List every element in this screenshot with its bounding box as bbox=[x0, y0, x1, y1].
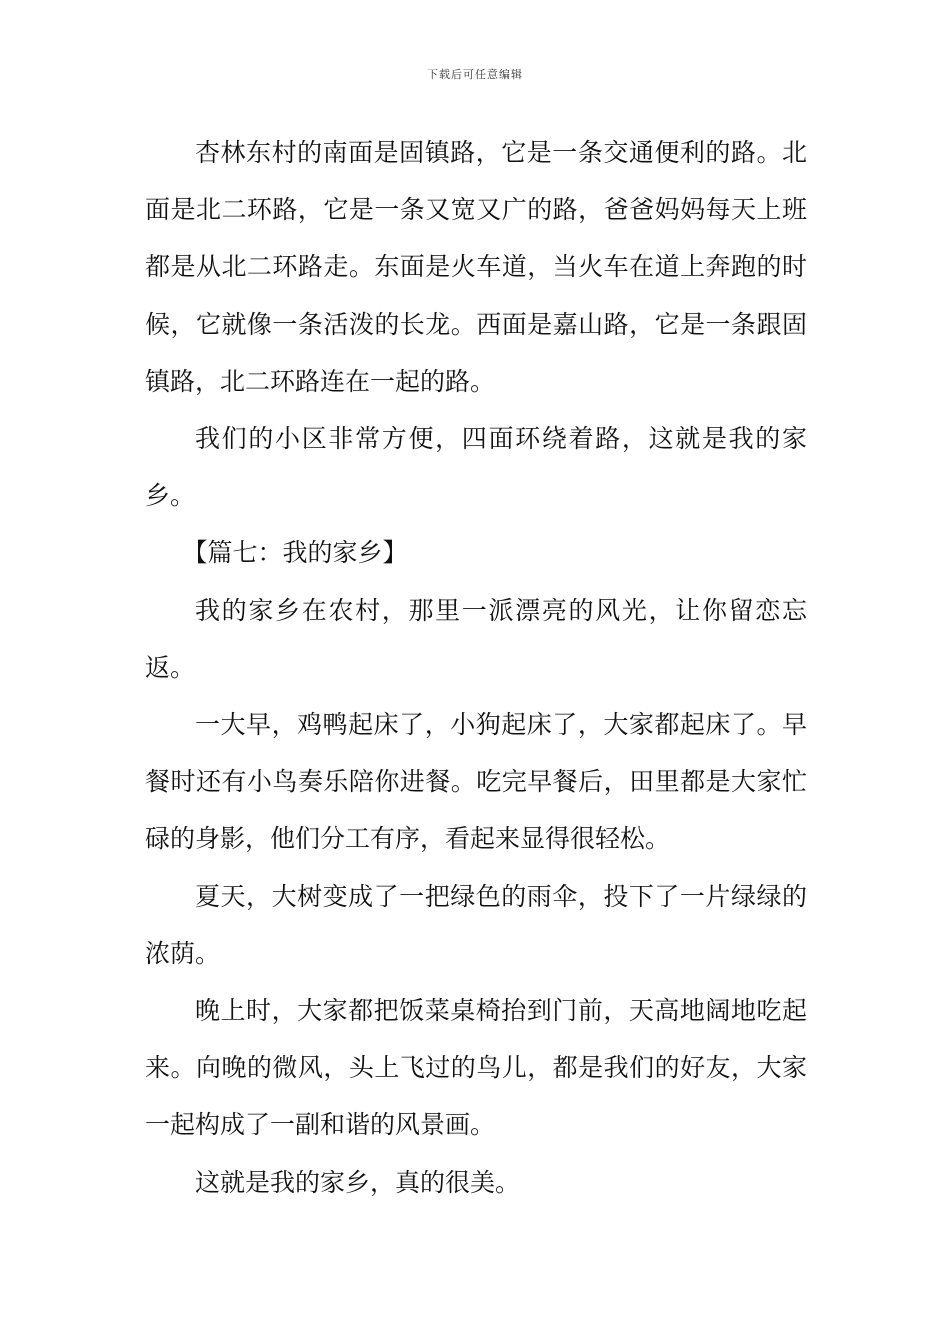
section-heading: 【篇七：我的家乡】 bbox=[182, 538, 408, 568]
page-header-note: 下载后可任意编辑 bbox=[427, 68, 523, 81]
paragraph-roads: 杏林东村的南面是固镇路，它是一条交通便利的路。北面是北二环路，它是一条又宽又广的路，爸爸妈妈每天上班都是从北二环路走。东面是火车道，当火车在道上奔跑的时候，它就像一条活泼的长龙。西面是嘉山路，它是一条跟固镇路，北二环路连在一起的路。 bbox=[145, 138, 807, 396]
paragraph-summer: 夏天，大树变成了一把绿色的雨伞，投下了一片绿绿的浓荫。 bbox=[145, 881, 807, 968]
paragraph-morning: 一大早，鸡鸭起床了，小狗起床了，大家都起床了。早餐时还有小鸟奏乐陪你进餐。吃完早餐后，田里都是大家忙碌的身影，他们分工有序，看起来显得很轻松。 bbox=[145, 710, 807, 854]
paragraph-community: 我们的小区非常方便，四面环绕着路，这就是我的家乡。 bbox=[145, 424, 807, 511]
paragraph-closing: 这就是我的家乡，真的很美。 bbox=[195, 1167, 521, 1197]
document-body bbox=[145, 124, 807, 1211]
paragraph-evening: 晚上时，大家都把饭菜桌椅抬到门前，天高地阔地吃起来。向晚的微风，头上飞过的鸟儿，都是我们的好友，大家一起构成了一副和谐的风景画。 bbox=[145, 996, 807, 1140]
paragraph-countryside: 我的家乡在农村，那里一派漂亮的风光，让你留恋忘返。 bbox=[145, 595, 807, 682]
